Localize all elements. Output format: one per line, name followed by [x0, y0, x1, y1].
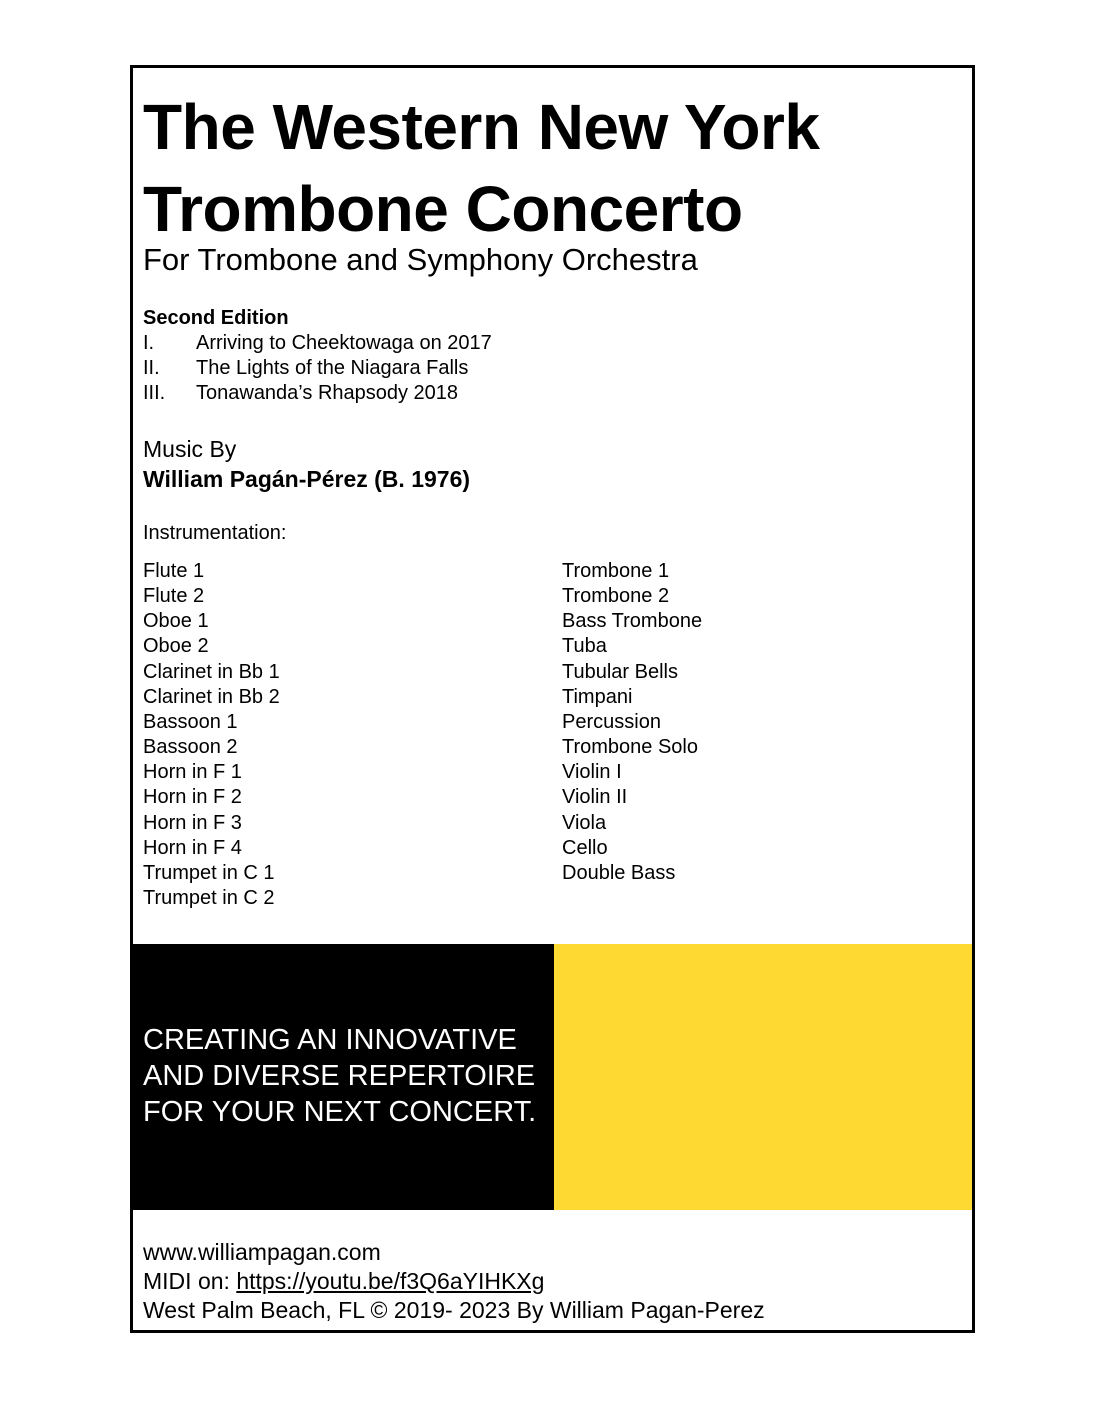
instrument-item: Trombone 1: [562, 560, 670, 582]
instrument-item: Tubular Bells: [562, 660, 678, 683]
title-line-1: The Western New York: [143, 91, 820, 163]
instrument-item: Horn in F 2: [143, 786, 242, 809]
music-by-label: Music By: [143, 436, 237, 462]
instrument-item: Flute 2: [143, 585, 205, 608]
edition-block: [143, 306, 492, 406]
movement-number: I.: [143, 332, 155, 354]
instrument-item: Bass Trombone: [562, 610, 703, 633]
tagline-line: AND DIVERSE REPERTOIRE: [143, 1060, 536, 1092]
movement-item: [143, 331, 492, 356]
instrument-item: Double Bass: [562, 861, 676, 884]
tagline-line: CREATING AN INNOVATIVE: [143, 1024, 517, 1056]
tagline-banner: [133, 944, 554, 1210]
edition-label: Second Edition: [143, 307, 289, 329]
instrument-item: Trombone Solo: [562, 736, 698, 759]
instrumentation-label: Instrumentation:: [143, 522, 287, 544]
instrument-item: Violin II: [562, 786, 628, 809]
movement-title: Tonawanda’s Rhapsody 2018: [196, 382, 459, 404]
movement-title: Arriving to Cheektowaga on 2017: [196, 332, 492, 354]
instrument-item: Trumpet in C 2: [143, 887, 275, 910]
instrument-item: Clarinet in Bb 2: [143, 685, 280, 708]
instrument-item: Bassoon 1: [143, 710, 238, 733]
instrument-item: Bassoon 2: [143, 736, 238, 759]
instrument-item: Trumpet in C 1: [143, 861, 275, 884]
instrument-item: Timpani: [562, 685, 633, 708]
instrument-item: Cello: [562, 836, 608, 859]
instrument-item: Tuba: [562, 635, 607, 658]
instrument-item: Horn in F 1: [143, 761, 242, 784]
instrument-item: Oboe 1: [143, 610, 209, 633]
music-by-block: [143, 434, 470, 494]
instrument-list-right: [562, 559, 702, 886]
instrument-item: Horn in F 3: [143, 811, 242, 834]
instrument-item: Percussion: [562, 710, 661, 733]
midi-prefix: MIDI on:: [143, 1268, 237, 1294]
page-title: [143, 86, 819, 250]
movement-item: [143, 356, 492, 381]
title-line-2: Trombone Concerto: [143, 173, 743, 245]
instrument-list-left: [143, 559, 280, 911]
instrument-item: Oboe 2: [143, 635, 209, 658]
tagline: [143, 1022, 536, 1130]
instrument-item: Trombone 2: [562, 585, 670, 608]
movement-item: [143, 381, 492, 406]
instrument-item: Horn in F 4: [143, 836, 242, 859]
cover-frame: [130, 65, 975, 1333]
movement-number: II.: [143, 357, 160, 379]
midi-link[interactable]: https://youtu.be/f3Q6aYIHKXg: [236, 1268, 545, 1294]
movement-number: III.: [143, 382, 166, 404]
subtitle: For Trombone and Symphony Orchestra: [143, 242, 698, 277]
instrument-item: Violin I: [562, 761, 622, 784]
composer-name: William Pagán-Pérez (B. 1976): [143, 466, 471, 492]
copyright-text: West Palm Beach, FL © 2019- 2023 By William Pagan-Perez: [143, 1297, 765, 1323]
footer: [143, 1238, 765, 1325]
instrument-item: Viola: [562, 811, 607, 834]
tagline-line: FOR YOUR NEXT CONCERT.: [143, 1096, 537, 1128]
instrument-item: Clarinet in Bb 1: [143, 660, 280, 683]
movement-title: The Lights of the Niagara Falls: [196, 357, 469, 379]
accent-panel: [554, 944, 972, 1210]
website-text: www.williampagan.com: [143, 1239, 381, 1265]
instrument-item: Flute 1: [143, 560, 205, 582]
midi-line: [143, 1267, 765, 1296]
